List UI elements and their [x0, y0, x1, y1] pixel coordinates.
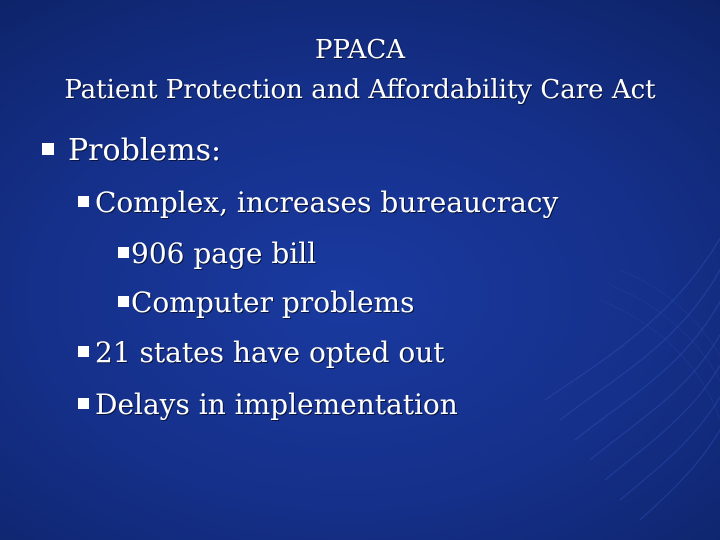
title-full-name: Patient Protection and Affordability Care Act	[64, 75, 656, 105]
bullet-text: 21 states have opted out	[95, 336, 445, 369]
square-bullet-icon	[78, 346, 89, 357]
title-acronym: PPACA	[314, 35, 406, 65]
bullet-text: Computer problems	[131, 286, 415, 319]
square-bullet-icon	[118, 247, 129, 258]
bullet-text: Delays in implementation	[95, 388, 458, 421]
square-bullet-icon	[118, 296, 129, 307]
square-bullet-icon	[78, 196, 89, 207]
square-bullet-icon	[42, 143, 54, 155]
bullet-problems	[42, 133, 221, 168]
slide-title	[0, 30, 720, 110]
bullet-delays	[78, 388, 458, 421]
bullet-text: Problems:	[68, 133, 222, 168]
bullet-text: 906 page bill	[131, 237, 317, 270]
bullet-page-bill	[118, 237, 316, 270]
bullet-states-opted-out	[78, 336, 445, 369]
bullet-complex	[78, 186, 558, 219]
square-bullet-icon	[78, 398, 89, 409]
bullet-computer-problems	[118, 286, 414, 319]
bullet-text: Complex, increases bureaucracy	[95, 186, 559, 219]
